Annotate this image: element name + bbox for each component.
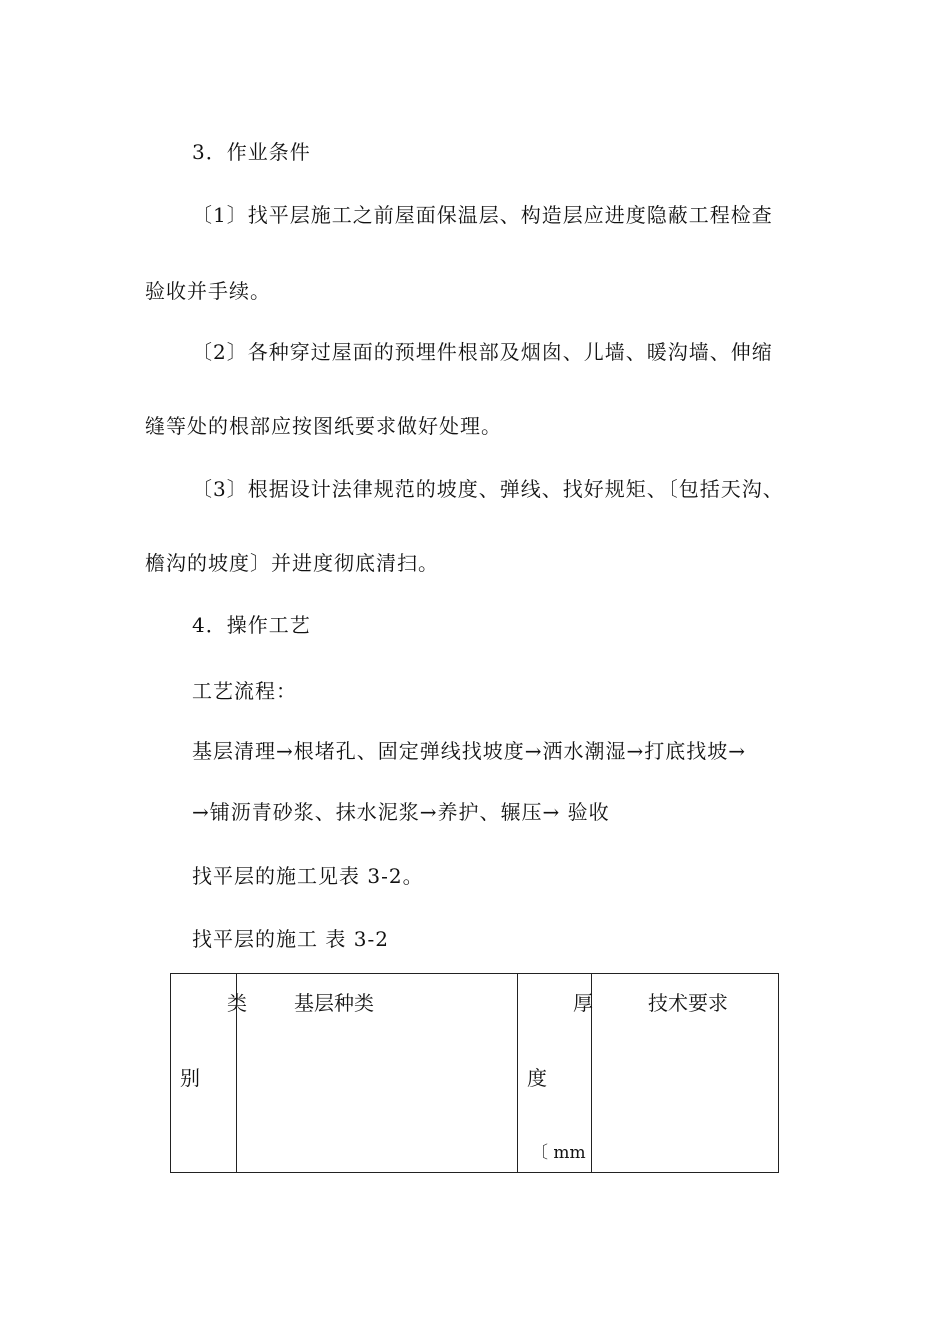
header-thickness-unit: 〔 mm xyxy=(531,1143,586,1163)
paragraph-line: 〔2〕各种穿过屋面的预埋件根部及烟囱、儿墙、暖沟墙、伸缩 xyxy=(192,340,773,364)
paragraph-line: 〔3〕根据设计法律规范的坡度、弹线、找好规矩、〔包括天沟、 xyxy=(192,477,784,501)
construction-table xyxy=(170,973,779,1173)
header-category-bottom: 别 xyxy=(180,1066,200,1090)
paragraph-line: 缝等处的根部应按图纸要求做好处理。 xyxy=(145,414,502,438)
header-thickness-mid: 度 xyxy=(527,1066,547,1090)
paragraph-line: 〔1〕找平层施工之前屋面保温层、构造层应进度隐蔽工程检查 xyxy=(192,203,773,227)
table-divider xyxy=(517,974,518,1172)
paragraph-line: 工艺流程： xyxy=(192,679,297,703)
header-tech-requirements: 技术要求 xyxy=(648,991,728,1015)
paragraph-line: 找平层的施工见表 3-2。 xyxy=(192,864,424,888)
section-heading-conditions: 3．作业条件 xyxy=(192,140,311,164)
header-category-top: 类 xyxy=(227,991,247,1015)
paragraph-line: 验收并手续。 xyxy=(145,279,271,303)
process-flow-line: →铺沥青砂浆、抹水泥浆→养护、辗压→ 验收 xyxy=(192,800,610,824)
process-flow-line: 基层清理→根堵孔、固定弹线找坡度→洒水潮湿→打底找坡→ xyxy=(192,739,747,763)
table-caption: 找平层的施工 表 3-2 xyxy=(192,927,389,951)
header-thickness-top: 厚 xyxy=(573,991,593,1015)
header-base-type: 基层种类 xyxy=(294,991,374,1015)
paragraph-line: 檐沟的坡度〕并进度彻底清扫。 xyxy=(145,551,439,575)
section-heading-process: 4．操作工艺 xyxy=(192,613,311,637)
